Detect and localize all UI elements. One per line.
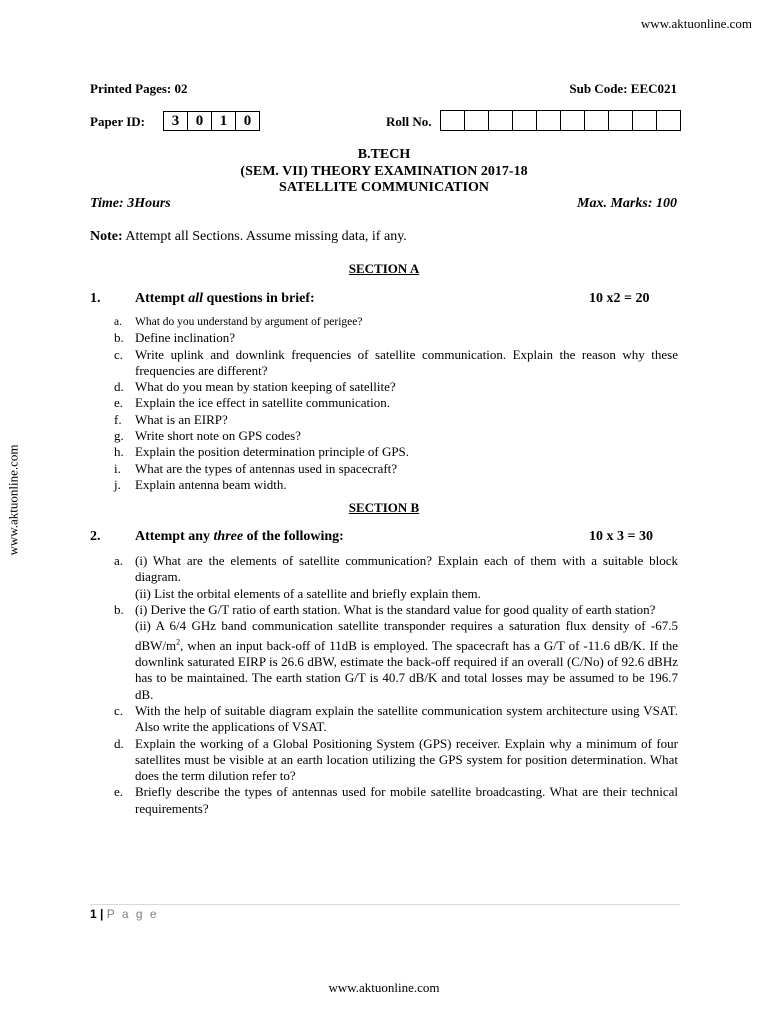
list-item: b. (i) Derive the G/T ratio of earth station. What is the standard value for good quality of earth station? (ii) A 6/4 GHz band communication satellite transponder requires a saturation flux density of -67.5 dBW/$m^2$, when an input back-off of 11dB is employed. The spacecraft has a G/T of -11.6 dB/K. If the downlink saturated EIRP is 26.6 dBW, estimate the back-off required if an overall (C/No) of 92.6 dBHz has to be maintained. The earth station G/T is 40.7 dB/K and total losses may be assumed to be 196.7 dB.	[114, 601, 678, 702]
list-item: e. Explain the ice effect in satellite communication.	[114, 395, 390, 411]
roll-no-label: Roll No.	[386, 114, 432, 129]
top-watermark-url: www.aktuonline.com	[640, 16, 752, 31]
question-2-number: 2.	[90, 529, 101, 544]
max-marks: Max. Marks: 100	[577, 196, 677, 211]
item-a-part-1: (i) What are the elements of satellite communication? Explain each of them with a suitable block diagram.	[135, 553, 678, 585]
list-item: g. Write short note on GPS codes?	[114, 428, 301, 444]
course-title: B.TECH	[357, 147, 411, 162]
question-1-marks: 10 x2 = 20	[589, 291, 650, 306]
section-a-heading: SECTION A	[348, 261, 420, 276]
instructions-note	[90, 229, 407, 245]
question-2-text: Attempt any three of the following:	[135, 529, 344, 544]
item-b-part-1: (i) Derive the G/T ratio of earth station. What is the standard value for good quality of earth station?	[135, 601, 656, 617]
list-item: c. Write uplink and downlink frequencies of satellite communication. Explain the reason why these frequencies are different?	[114, 346, 678, 378]
section-b-list	[114, 553, 678, 817]
list-item: d. Explain the working of a Global Positioning System (GPS) receiver. Explain why a minimum of four satellites must be visible at an earth location utilizing the GPS system for position determination. What does the term dilution refer to?	[114, 735, 678, 784]
subject-title: SATELLITE COMMUNICATION	[279, 180, 489, 195]
paper-id-digit: 0	[188, 112, 212, 130]
bottom-watermark-url: www.aktuonline.com	[328, 980, 440, 995]
list-item: j. Explain antenna beam width.	[114, 476, 287, 492]
page-number: 1 | P a g e	[90, 907, 159, 921]
note-label: Note:	[90, 229, 123, 244]
list-item: a. What do you understand by argument of perigee?	[114, 316, 363, 328]
paper-id-digit: 0	[243, 113, 252, 129]
list-item: d. What do you mean by station keeping of satellite?	[114, 379, 396, 395]
item-a-part-2: (ii) List the orbital elements of a satellite and briefly explain them.	[135, 585, 481, 601]
list-item: a. (i) What are the elements of satellite communication? Explain each of them with a suitable block diagram. (ii) List the orbital elements of a satellite and briefly explain them.	[114, 553, 678, 601]
list-item: i. What are the types of antennas used in spacecraft?	[114, 460, 398, 476]
question-1-number: 1.	[90, 291, 101, 306]
list-item: h. Explain the position determination principle of GPS.	[114, 444, 410, 460]
question-2-marks: 10 x 3 = 30	[589, 529, 653, 544]
paper-id-digit: 1	[212, 112, 236, 130]
side-watermark-url: www.aktuonline.com	[5, 444, 21, 556]
question-1-text: Attempt all questions in brief:	[135, 291, 315, 306]
list-item: c. With the help of suitable diagram explain the satellite communication system architecture using VSAT. Also write the applications of VSAT.	[114, 703, 678, 735]
paper-id-box	[163, 111, 260, 131]
paper-id-digit: 3	[164, 112, 188, 130]
list-item: f. What is an EIRP?	[114, 411, 228, 427]
paper-id-label: Paper ID:	[90, 114, 146, 129]
section-b-heading: SECTION B	[348, 500, 420, 515]
item-b-part-2: (ii) A 6/4 GHz band communication satellite transponder requires a saturation flux density of -67.5 dBW/$m^2$, when an input back-off of 11dB is employed. The spacecraft has a G/T of -11.6 dB/K. If the downlink saturated EIRP is 26.6 dBW, estimate the back-off required if an overall (C/No) of 92.6 dBHz has to be maintained. The earth station G/T is 40.7 dB/K and total losses may be assumed to be 196.7 dB.	[135, 618, 678, 702]
list-item: b. Define inclination?	[114, 330, 235, 346]
exam-title: (SEM. VII) THEORY EXAMINATION 2017-18	[240, 164, 528, 179]
list-item: e. Briefly describe the types of antennas used for mobile satellite broadcasting. What are their technical requirements?	[114, 784, 678, 816]
footer-divider	[90, 904, 680, 905]
printed-pages: Printed Pages: 02	[90, 81, 188, 96]
sub-code: Sub Code: EEC021	[569, 81, 677, 96]
note-text: Attempt all Sections. Assume missing data, if any.	[122, 229, 407, 244]
section-a-list	[114, 314, 678, 493]
roll-no-boxes[interactable]	[440, 110, 681, 131]
exam-time: Time: 3Hours	[90, 196, 171, 211]
